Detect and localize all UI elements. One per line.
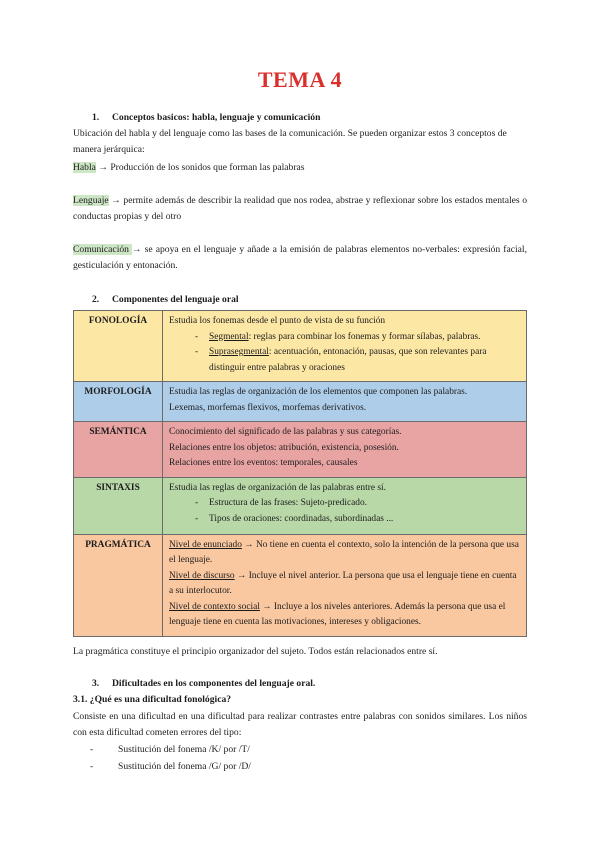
section-title: Componentes del lenguaje oral [112,294,239,305]
page-title: TEMA 4 [257,67,343,92]
component-description [163,382,527,422]
list-dash: - [195,513,199,524]
level-contexto-social [169,600,520,631]
table-row-sintaxis [74,477,527,534]
section-2-heading [92,292,239,308]
comunicacion-term: Comunicación [73,244,133,255]
section-3-heading [92,676,315,692]
item-text: Sustitución del fonema /G/ por /D/ [118,761,251,772]
pragmatica-note: La pragmática constituye el principio organizador del sujeto. Todos están relacionados entre sí. [73,646,438,657]
section-title: Dificultades en los componentes del lenguaje oral. [112,678,316,689]
level-discurso [169,569,520,600]
level-term: Nivel de contexto social [169,601,260,612]
list-item [90,742,250,758]
table-row-fonologia [74,311,527,382]
table-row-morfologia [74,382,527,422]
level-text: → Incluye el nivel anterior. La persona que usa el lenguaje tiene en cuenta a su interlocutor. [169,570,517,596]
table-row-pragmatica [74,534,527,636]
components-table [73,310,527,637]
list-dash: - [90,744,94,755]
item-text: Sustitución del fonema /K/ por /T/ [118,744,250,755]
component-description [163,311,527,382]
component-description [163,422,527,478]
description-text: Estudia las reglas de organización de las palabras entre sí. [169,482,386,493]
level-term: Nivel de discurso [169,570,235,581]
list-item [169,496,520,512]
item-text: Tipos de oraciones: coordinadas, subordinadas ... [209,513,394,524]
item-text: : reglas para combinar los fonemas y formar sílabas, palabras. [248,331,481,342]
component-name: SINTAXIS [74,477,163,534]
list-dash: - [195,347,199,357]
component-description [163,477,527,534]
description-line: Conocimiento del significado de las palabras y sus categorías. [169,427,402,437]
level-enunciado [169,538,520,569]
component-name: PRAGMÁTICA [74,534,163,636]
list-dash: - [90,761,94,772]
section-1-intro: Ubicación del habla y del lenguaje como las bases de la comunicación. Se pueden organizar estos 3 conceptos de manera jerárquica: [73,128,507,155]
list-item [90,759,251,775]
item-term: Segmental [209,331,249,342]
list-dash: - [195,498,199,508]
list-item [169,345,520,376]
lenguaje-text: → permite además de describir la realidad que nos rodea, abstrae y reflexionar sobre los estados mentales o conductas propias y del otro [73,195,527,222]
item-text: : acentuación, entonación, pausas, que son relevantes para distinguir entre palabras y oraciones [209,347,487,373]
component-description [163,534,527,636]
description-line: Estudia las reglas de organización de los elementos que componen las palabras. [169,387,468,397]
item-term: Suprasegmental [209,347,269,357]
component-name: SEMÁNTICA [74,422,163,478]
subsection-heading: 3.1. ¿Qué es una dificultad fonológica? [73,694,232,705]
item-text: Estructura de las frases: Sujeto-predicado. [209,498,368,508]
section-3-text: Consiste en una dificultad en una dificultad para realizar contrastes entre palabras con sonidos similares. Los niños con esta dificultad cometen errores del tipo: [73,711,527,738]
description-text: Estudia los fonemas desde el punto de vista de su función [169,316,386,326]
component-name: FONOLOGÍA [74,311,163,382]
description-line: Lexemas, morfemas flexivos, morfemas derivativos. [169,402,367,413]
description-line: Relaciones entre los eventos: temporales, causales [169,458,358,468]
habla-text: → Producción de los sonidos que forman las palabras [95,162,305,173]
lenguaje-definition [73,193,527,225]
comunicacion-text: → se apoya en el lenguaje y añade a la emisión de palabras elementos no-verbales: expresión facial, gesticulación y entonación. [73,244,527,271]
lenguaje-term: Lenguaje [73,195,109,206]
component-name: MORFOLOGÍA [74,382,163,422]
list-dash: - [195,331,199,342]
habla-definition [73,160,527,176]
table-row-semantica [74,422,527,478]
comunicacion-definition [73,242,527,274]
list-item [169,330,520,346]
habla-term: Habla [73,162,96,173]
section-number: 3. [92,678,100,689]
level-text: → Incluye a los niveles anteriores. Además la persona que usa el lenguaje tiene en cuenta las motivaciones, intereses y obligaciones. [169,601,506,627]
section-1-heading [92,110,320,126]
section-title: Conceptos basicos: habla, lenguaje y comunicación [112,112,321,123]
description-line: Relaciones entre los objetos: atribución, existencia, posesión. [169,442,399,453]
level-text: → No tiene en cuenta el contexto, solo la intención de la persona que usa el lenguaje. [169,539,519,565]
section-number: 1. [92,112,100,123]
level-term: Nivel de enunciado [169,539,242,550]
list-item [169,512,520,528]
section-number: 2. [92,294,100,305]
